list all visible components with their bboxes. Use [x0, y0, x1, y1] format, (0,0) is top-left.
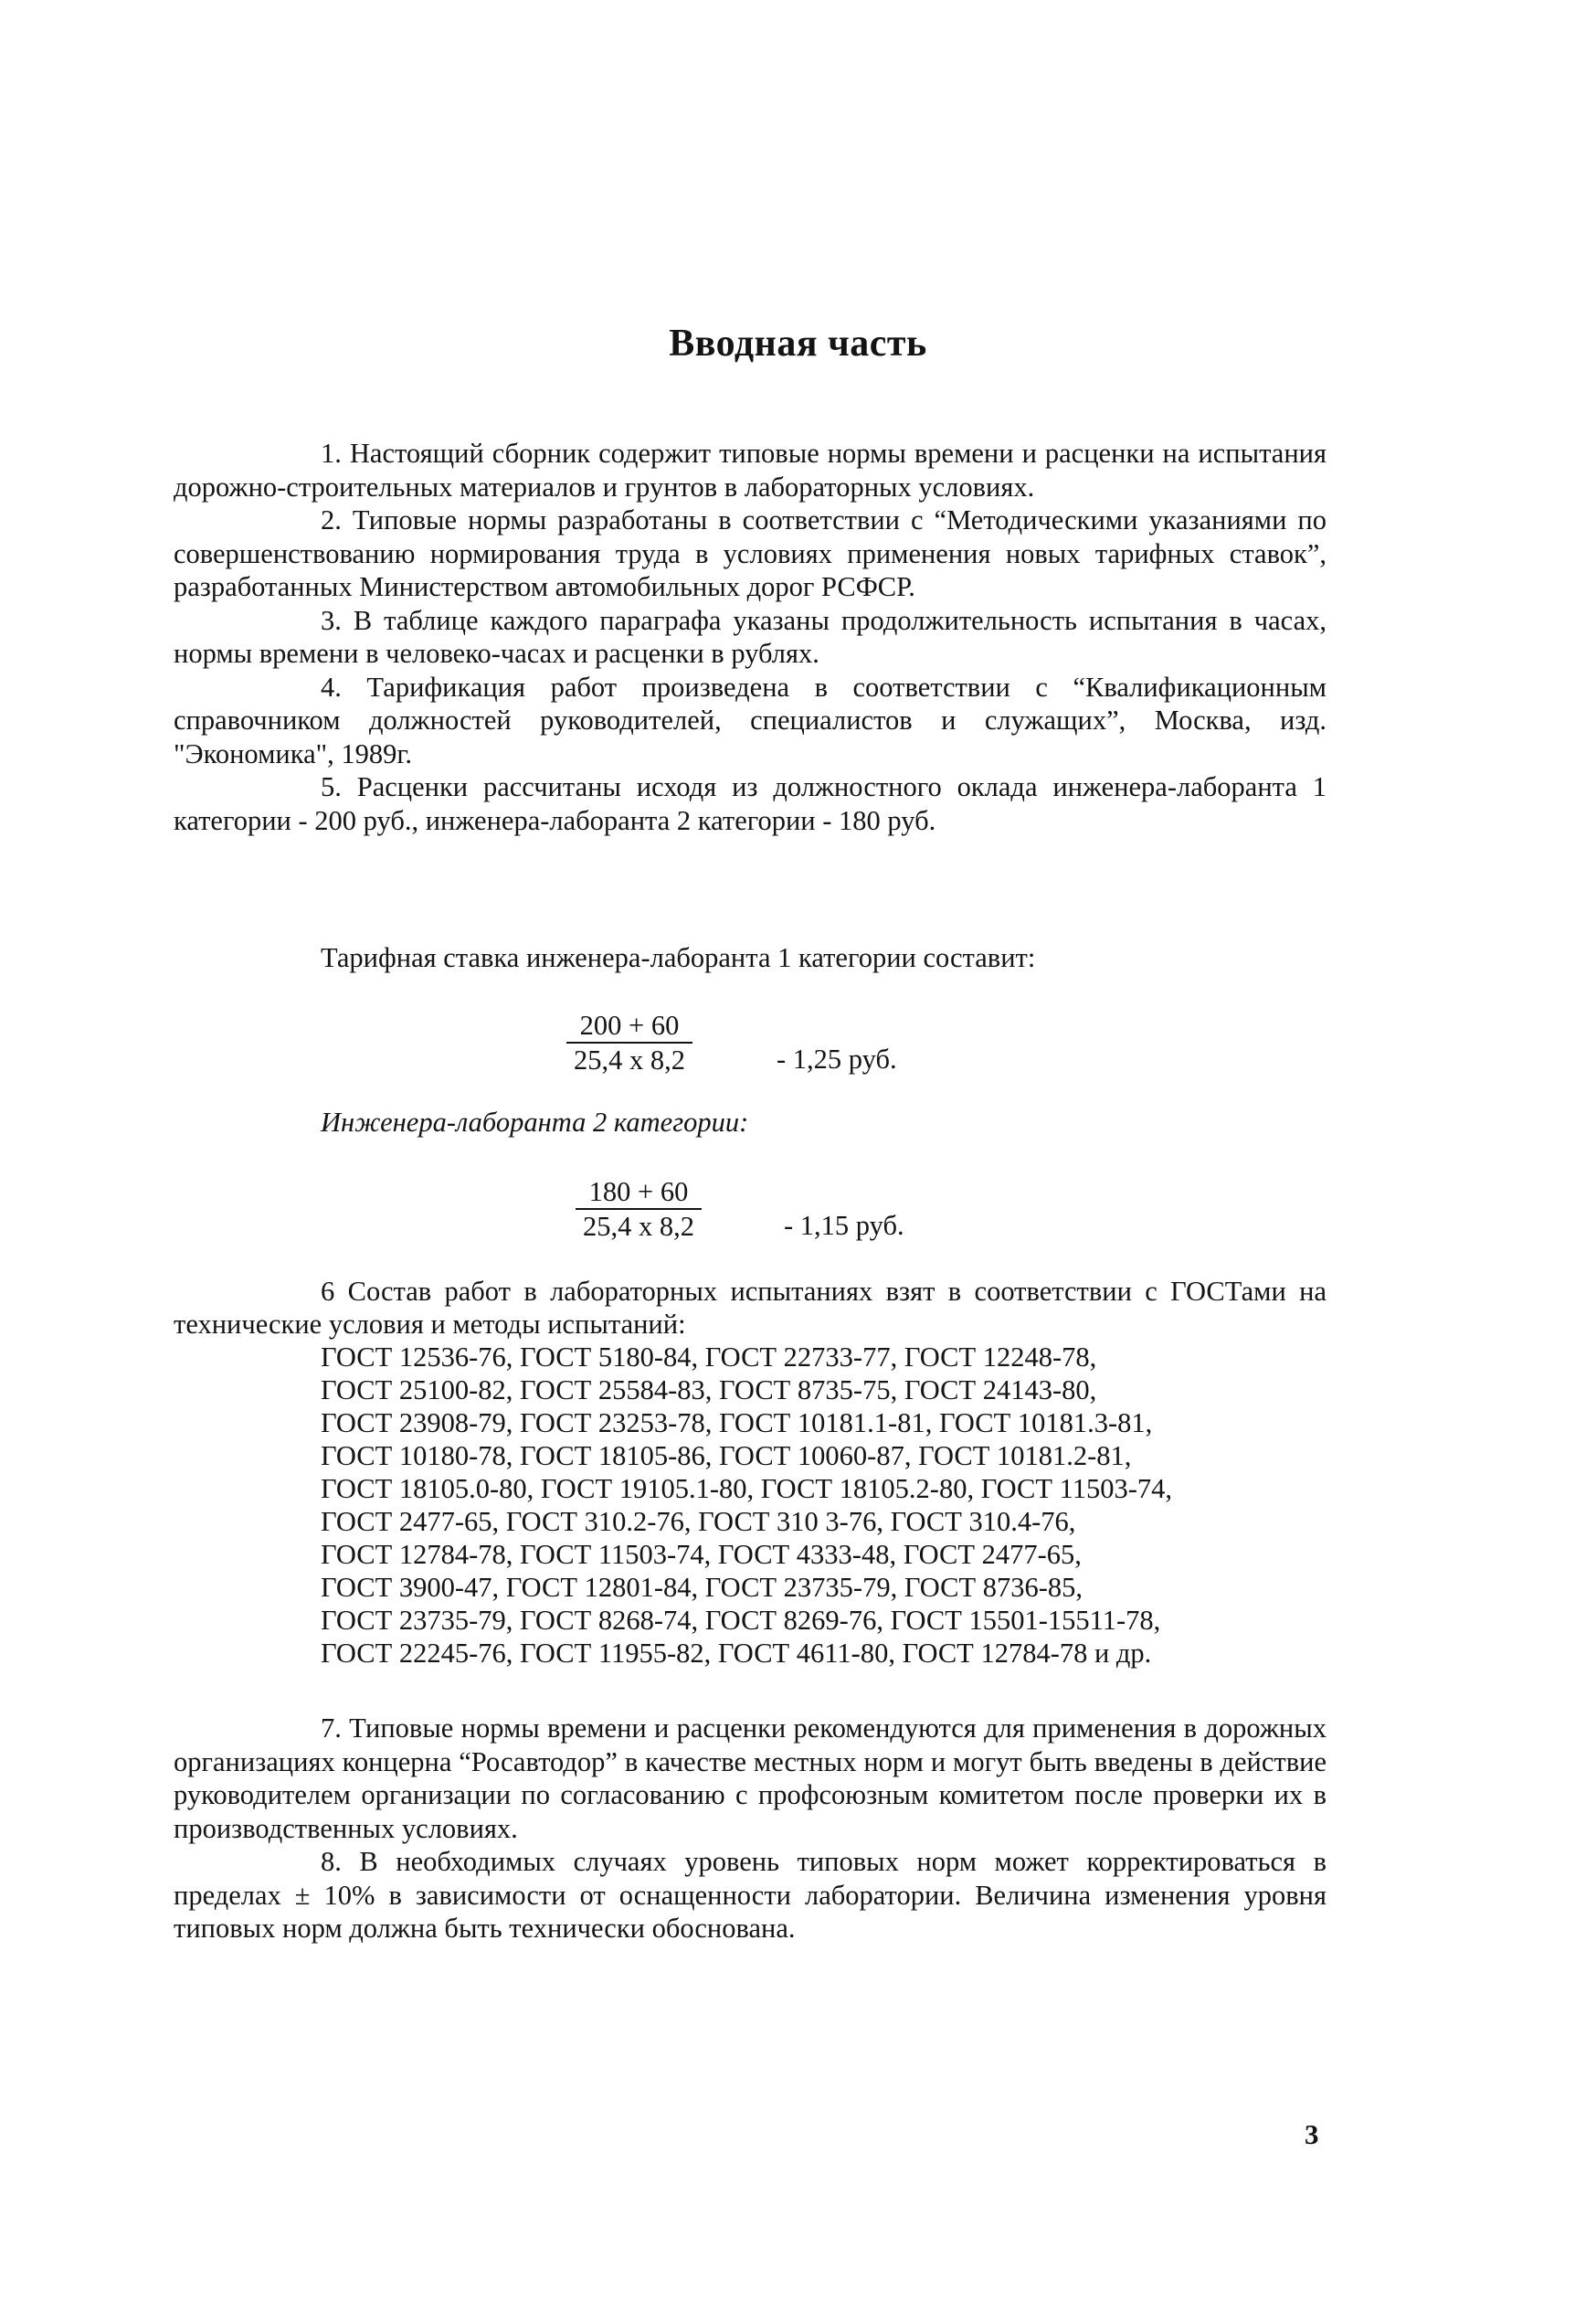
paragraph-3: 3. В таблице каждого параграфа указаны продолжительность испытания в часах, нормы времени в человеко-часах и расценки в рублях.	[174, 604, 1326, 669]
rate2-result: - 1,15 руб.	[784, 1210, 904, 1241]
intro-paragraphs	[174, 437, 1326, 837]
paragraph-2: 2. Типовые нормы разработаны в соответствии с “Методическими указаниями по совершенствованию нормирования труда в условиях применения новых тарифных ставок”, разработанных Министерством автомобильных дорог РСФСР.	[174, 504, 1326, 602]
page-number: 3	[1305, 2118, 1319, 2150]
rate1-label: Тарифная ставка инженера-лаборанта 1 категории составит:	[321, 942, 1036, 973]
rate1-fraction	[566, 1009, 692, 1076]
paragraph-6: 6 Состав работ в лабораторных испытаниях взят в соответствии с ГОСТами на технические условия и методы испытаний:	[174, 1276, 1326, 1340]
paragraph-5: 5. Расценки рассчитаны исходя из должностного оклада инженера-лаборанта 1 категории - 200 руб., инженера-лаборанта 2 категории - 180 руб.	[174, 771, 1326, 836]
gost-line: ГОСТ 25100-82, ГОСТ 25584-83, ГОСТ 8735-75, ГОСТ 24143-80,	[321, 1374, 1097, 1405]
gost-list	[174, 1341, 1326, 1670]
gost-line: ГОСТ 12784-78, ГОСТ 11503-74, ГОСТ 4333-48, ГОСТ 2477-65,	[321, 1539, 1082, 1570]
closing-paragraphs	[174, 1712, 1326, 1946]
gost-line: ГОСТ 12536-76, ГОСТ 5180-84, ГОСТ 22733-77, ГОСТ 12248-78,	[321, 1341, 1097, 1373]
gost-line: ГОСТ 2477-65, ГОСТ 310.2-76, ГОСТ 310 3-76, ГОСТ 310.4-76,	[321, 1506, 1076, 1537]
rate2-fraction	[576, 1175, 702, 1243]
paragraph-6-block	[174, 1275, 1326, 1670]
gost-line: ГОСТ 10180-78, ГОСТ 18105-86, ГОСТ 10060-87, ГОСТ 10181.2-81,	[321, 1440, 1132, 1471]
page-title: Вводная часть	[669, 323, 927, 365]
gost-line: ГОСТ 23735-79, ГОСТ 8268-74, ГОСТ 8269-76, ГОСТ 15501-15511-78,	[321, 1605, 1161, 1636]
rate1-denominator: 25,4 х 8,2	[574, 1044, 685, 1076]
gost-line: ГОСТ 22245-76, ГОСТ 11955-82, ГОСТ 4611-80, ГОСТ 12784-78 и др.	[321, 1638, 1152, 1669]
rate2-denominator: 25,4 х 8,2	[583, 1211, 694, 1242]
paragraph-1: 1. Настоящий сборник содержит типовые нормы времени и расценки на испытания дорожно-строительных материалов и грунтов в лабораторных условиях.	[174, 438, 1326, 503]
paragraph-4: 4. Тарификация работ произведена в соответствии с “Квалификационным справочником должностей руководителей, специалистов и служащих”, Москва, изд. "Экономика", 1989г.	[174, 671, 1326, 769]
rate2-formula	[576, 1175, 702, 1243]
paragraph-7: 7. Типовые нормы времени и расценки рекомендуются для применения в дорожных организациях концерна “Росавтодор” в качестве местных норм и могут быть введены в действие руководителем организации по согласованию с профсоюзным комитетом после проверки их в производственных условиях.	[174, 1712, 1326, 1844]
rate2-label-block	[174, 1106, 1326, 1140]
rate1-numerator: 200 + 60	[566, 1009, 692, 1044]
gost-line: ГОСТ 18105.0-80, ГОСТ 19105.1-80, ГОСТ 18105.2-80, ГОСТ 11503-74,	[321, 1473, 1172, 1504]
rate1-label-block	[174, 941, 1326, 975]
rate1-result: - 1,25 руб.	[777, 1044, 897, 1075]
rate2-label: Инженера-лаборанта 2 категории:	[321, 1107, 749, 1138]
paragraph-8: 8. В необходимых случаях уровень типовых норм может корректироваться в пределах ± 10% в зависимости от оснащенности лаборатории. Величина изменения уровня типовых норм должна быть технически обоснована.	[174, 1846, 1326, 1944]
rate1-formula	[566, 1009, 692, 1076]
rate2-numerator: 180 + 60	[576, 1175, 702, 1210]
gost-line: ГОСТ 3900-47, ГОСТ 12801-84, ГОСТ 23735-79, ГОСТ 8736-85,	[321, 1572, 1083, 1603]
gost-line: ГОСТ 23908-79, ГОСТ 23253-78, ГОСТ 10181.1-81, ГОСТ 10181.3-81,	[321, 1407, 1153, 1438]
